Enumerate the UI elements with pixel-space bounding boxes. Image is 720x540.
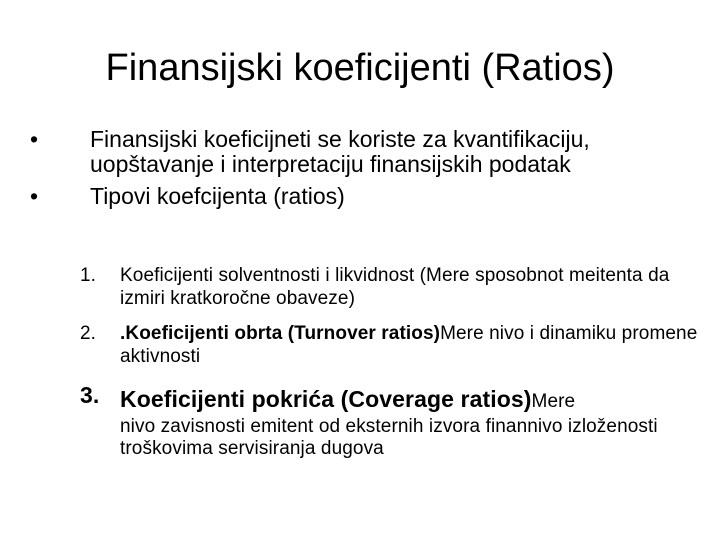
item-text: nivo zavisnosti emitent od eksternih izvora finannivo izloženosti troškovima servisiranja dugova xyxy=(120,416,658,459)
bullet-list xyxy=(30,127,690,209)
item-bold-text: Koeficijenti pokrića (Coverage ratios) xyxy=(120,386,532,412)
bullet-marker: • xyxy=(30,126,39,152)
numbered-item xyxy=(80,322,700,368)
item-number: 3. xyxy=(80,382,100,408)
bullet-marker: • xyxy=(30,183,39,209)
bullet-text: Tipovi koefcijenta (ratios) xyxy=(90,183,345,209)
item-inline-text: Mere xyxy=(531,391,576,412)
item-number: 1. xyxy=(80,265,97,286)
numbered-list xyxy=(80,264,700,460)
item-text: Mere nivo i dinamiku promene aktivnosti xyxy=(120,323,698,367)
item-number: 2. xyxy=(80,323,97,344)
item-text-wrap xyxy=(120,384,700,460)
item-bold-text: .Koeficijenti obrta (Turnover ratios) xyxy=(120,323,441,344)
bullet-item xyxy=(30,184,690,209)
item-text: Koeficijenti solventnosti i likvidnost (Mere sposobnot meitenta da izmiri kratkoročne obaveze) xyxy=(120,265,670,309)
numbered-item xyxy=(80,384,700,460)
slide-title: Finansijski koeficijenti (Ratios) xyxy=(105,47,615,89)
bullet-text: Finansijski koeficijneti se koriste za kvantifikaciju, uopštavanje i interpretaciju finansijskih podatak xyxy=(90,126,590,177)
numbered-item xyxy=(80,264,700,310)
item-text-wrap xyxy=(120,322,700,368)
bullet-item xyxy=(30,127,690,177)
